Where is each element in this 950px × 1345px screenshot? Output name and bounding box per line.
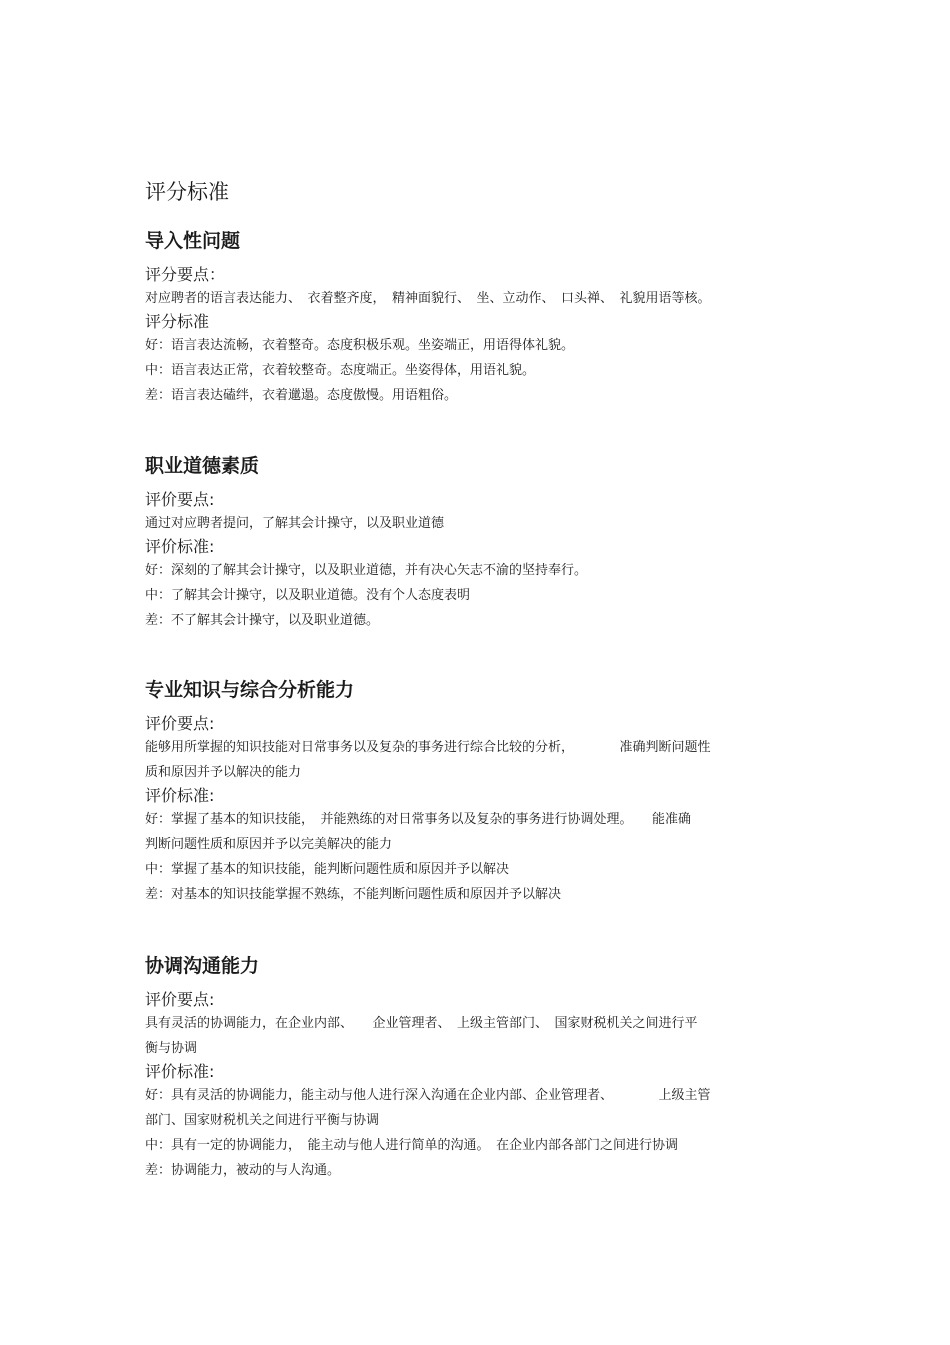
standard-line-medium: 中：语言表达正常，衣着较整奇。态度端正。坐姿得体，用语礼貌。	[145, 363, 536, 378]
points-label: 评价要点:	[145, 490, 215, 509]
points-line: 通过对应聘者提问，了解其会计操守，以及职业道德	[145, 516, 445, 531]
standard-label: 评价标准:	[145, 786, 215, 805]
standard-line-good: 好：掌握了基本的知识技能， 并能熟练的对日常事务以及复杂的事务进行协调处理。 能准确	[145, 812, 692, 827]
section-coordination-communication	[145, 953, 815, 1183]
standard-line-good: 好：深刻的了解其会计操守，以及职业道德，并有决心矢志不渝的坚持奉行。	[145, 563, 588, 578]
points-line: 对应聘者的语言表达能力、 衣着整齐度， 精神面貌行、 坐、立动作、 口头禅、 礼貌用语等核。	[145, 291, 711, 306]
standard-label: 评价标准:	[145, 1062, 215, 1081]
points-line: 具有灵活的协调能力，在企业内部、 企业管理者、 上级主管部门、 国家财税机关之间进行平	[145, 1016, 698, 1031]
standard-line-poor: 差：协调能力，被动的与人沟通。	[145, 1163, 341, 1178]
standard-line-good: 好：具有灵活的协调能力，能主动与他人进行深入沟通在企业内部、企业管理者、 上级主管	[145, 1088, 711, 1103]
standard-label: 评价标准:	[145, 537, 215, 556]
standard-line-good-continued: 判断问题性质和原因并予以完美解决的能力	[145, 837, 393, 852]
points-line: 衡与协调	[145, 1041, 198, 1056]
standard-line-poor: 差：对基本的知识技能掌握不熟练，不能判断问题性质和原因并予以解决	[145, 887, 562, 902]
section-heading: 导入性问题	[145, 230, 241, 252]
standard-line-medium: 中：了解其会计操守，以及职业道德。没有个人态度表明	[145, 588, 471, 603]
points-label: 评价要点:	[145, 990, 215, 1009]
standard-line-medium: 中：具有一定的协调能力， 能主动与他人进行简单的沟通。 在企业内部各部门之间进行协调	[145, 1138, 679, 1153]
section-professional-ethics	[145, 453, 815, 633]
standard-line-poor: 差：语言表达磕绊，衣着邋遢。态度傲慢。用语粗俗。	[145, 388, 458, 403]
section-professional-knowledge	[145, 677, 815, 907]
points-line: 能够用所掌握的知识技能对日常事务以及复杂的事务进行综合比较的分析， 准确判断问题性	[145, 740, 711, 755]
points-line: 质和原因并予以解决的能力	[145, 765, 302, 780]
standard-line-good-continued: 部门、国家财税机关之间进行平衡与协调	[145, 1113, 380, 1128]
points-label: 评分要点：	[145, 265, 226, 284]
section-heading: 协调沟通能力	[145, 955, 260, 977]
standard-line-good: 好：语言表达流畅，衣着整奇。态度积极乐观。坐姿端正，用语得体礼貌。	[145, 338, 575, 353]
standard-label: 评分标准	[145, 312, 210, 331]
document-title: 评分标准	[145, 180, 229, 204]
section-heading: 职业道德素质	[145, 455, 260, 477]
points-label: 评价要点:	[145, 714, 215, 733]
section-intro-questions	[145, 228, 815, 408]
standard-line-medium: 中：掌握了基本的知识技能，能判断问题性质和原因并予以解决	[145, 862, 510, 877]
section-heading: 专业知识与综合分析能力	[145, 679, 355, 701]
standard-line-poor: 差：不了解其会计操守，以及职业道德。	[145, 613, 380, 628]
